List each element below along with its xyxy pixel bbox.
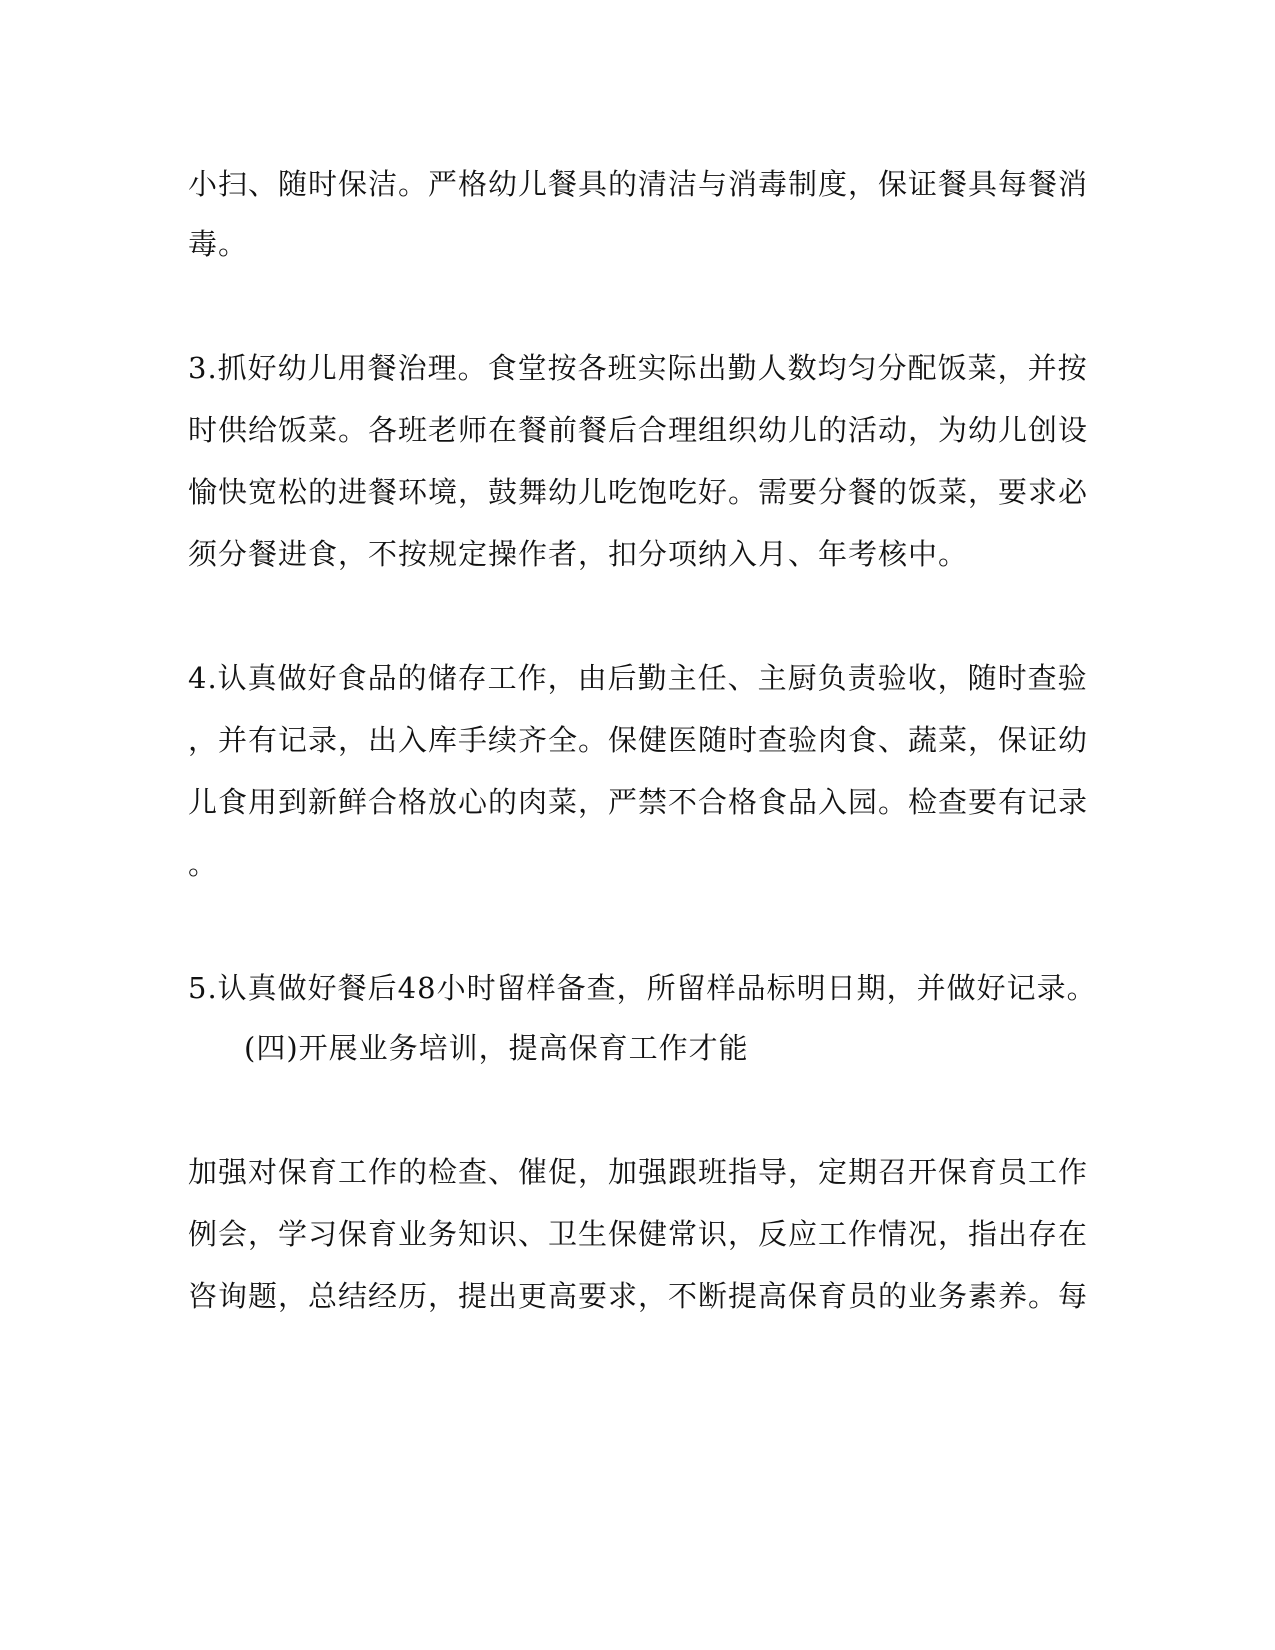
text-line: 毒。	[188, 227, 249, 261]
text-line: 加强对保育工作的检查、催促，加强跟班指导，定期召开保育员工作	[188, 1155, 1089, 1189]
text-line: 3.抓好幼儿用餐治理。食堂按各班实际出勤人数均匀分配饭菜，并按	[188, 351, 1088, 385]
text-line: 小扫、随时保洁。严格幼儿餐具的清洁与消毒制度，保证餐具每餐消	[188, 167, 1089, 201]
text-line: 4.认真做好食品的储存工作，由后勤主任、主厨负责验收，随时查验	[188, 661, 1088, 695]
text-line: 时供给饭菜。各班老师在餐前餐后合理组织幼儿的活动，为幼儿创设	[188, 413, 1089, 447]
text-line: 5.认真做好餐后48小时留样备查，所留样品标明日期，并做好记录。	[188, 971, 1097, 1005]
text-line: 须分餐进食，不按规定操作者，扣分项纳入月、年考核中。	[188, 537, 969, 571]
text-line: 例会，学习保育业务知识、卫生保健常识，反应工作情况，指出存在	[188, 1217, 1089, 1251]
section-heading: (四)开展业务培训，提高保育工作才能	[244, 1031, 749, 1065]
text-line: 咨询题，总结经历，提出更高要求，不断提高保育员的业务素养。每	[188, 1279, 1089, 1313]
text-line: 。	[188, 847, 219, 881]
text-line: ，并有记录，出入库手续齐全。保健医随时查验肉食、蔬菜，保证幼	[188, 723, 1089, 757]
text-line: 愉快宽松的进餐环境，鼓舞幼儿吃饱吃好。需要分餐的饭菜，要求必	[188, 475, 1089, 509]
text-line: 儿食用到新鲜合格放心的肉菜，严禁不合格食品入园。检查要有记录	[188, 785, 1089, 819]
